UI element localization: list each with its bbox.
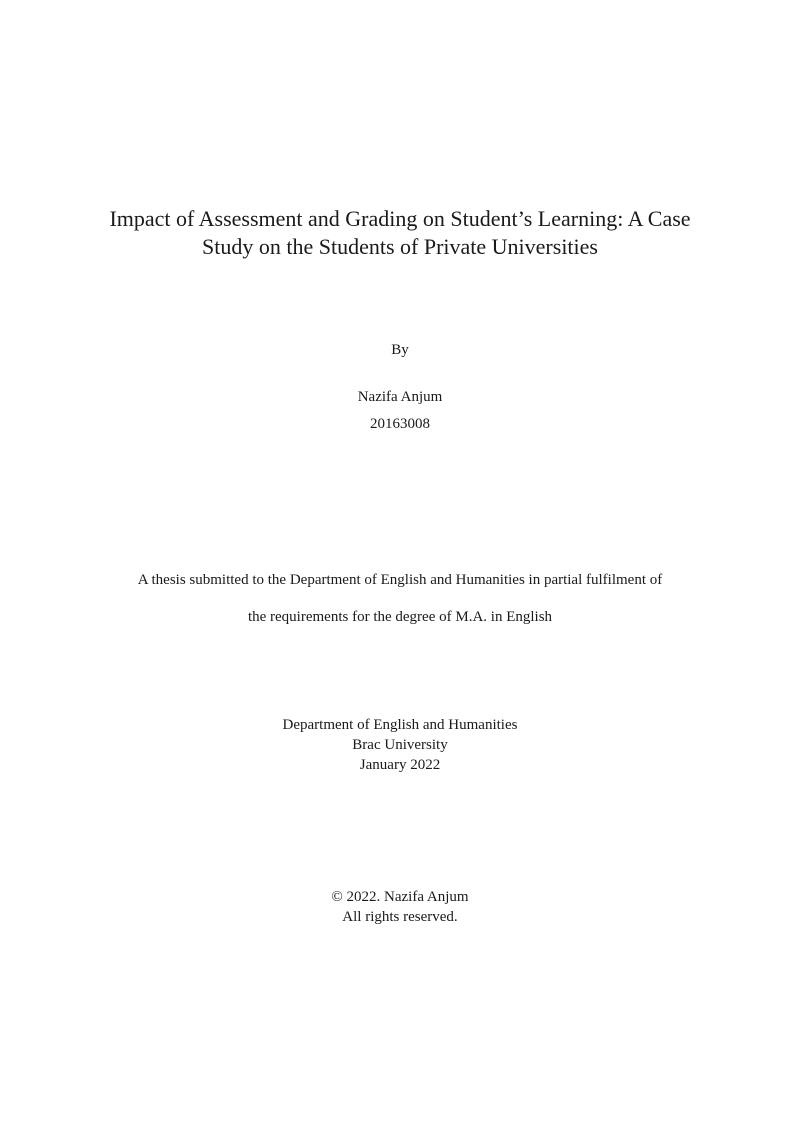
university-name: Brac University xyxy=(352,737,448,753)
student-id: 20163008 xyxy=(370,416,430,432)
rights-reserved: All rights reserved. xyxy=(342,909,458,925)
department-name: Department of English and Humanities xyxy=(282,717,518,733)
thesis-title-line-2: Study on the Students of Private Universities xyxy=(202,234,598,259)
author-name: Nazifa Anjum xyxy=(357,389,443,405)
thesis-title-line-1: Impact of Assessment and Grading on Student’s Learning: A Case xyxy=(109,206,691,231)
submission-statement-line-2: the requirements for the degree of M.A. in English xyxy=(247,609,553,625)
copyright-notice: © 2022. Nazifa Anjum xyxy=(331,889,469,905)
submission-statement-line-1: A thesis submitted to the Department of English and Humanities in partial fulfilment of xyxy=(137,572,663,588)
submission-date: January 2022 xyxy=(359,757,441,773)
byline: By xyxy=(391,342,409,358)
